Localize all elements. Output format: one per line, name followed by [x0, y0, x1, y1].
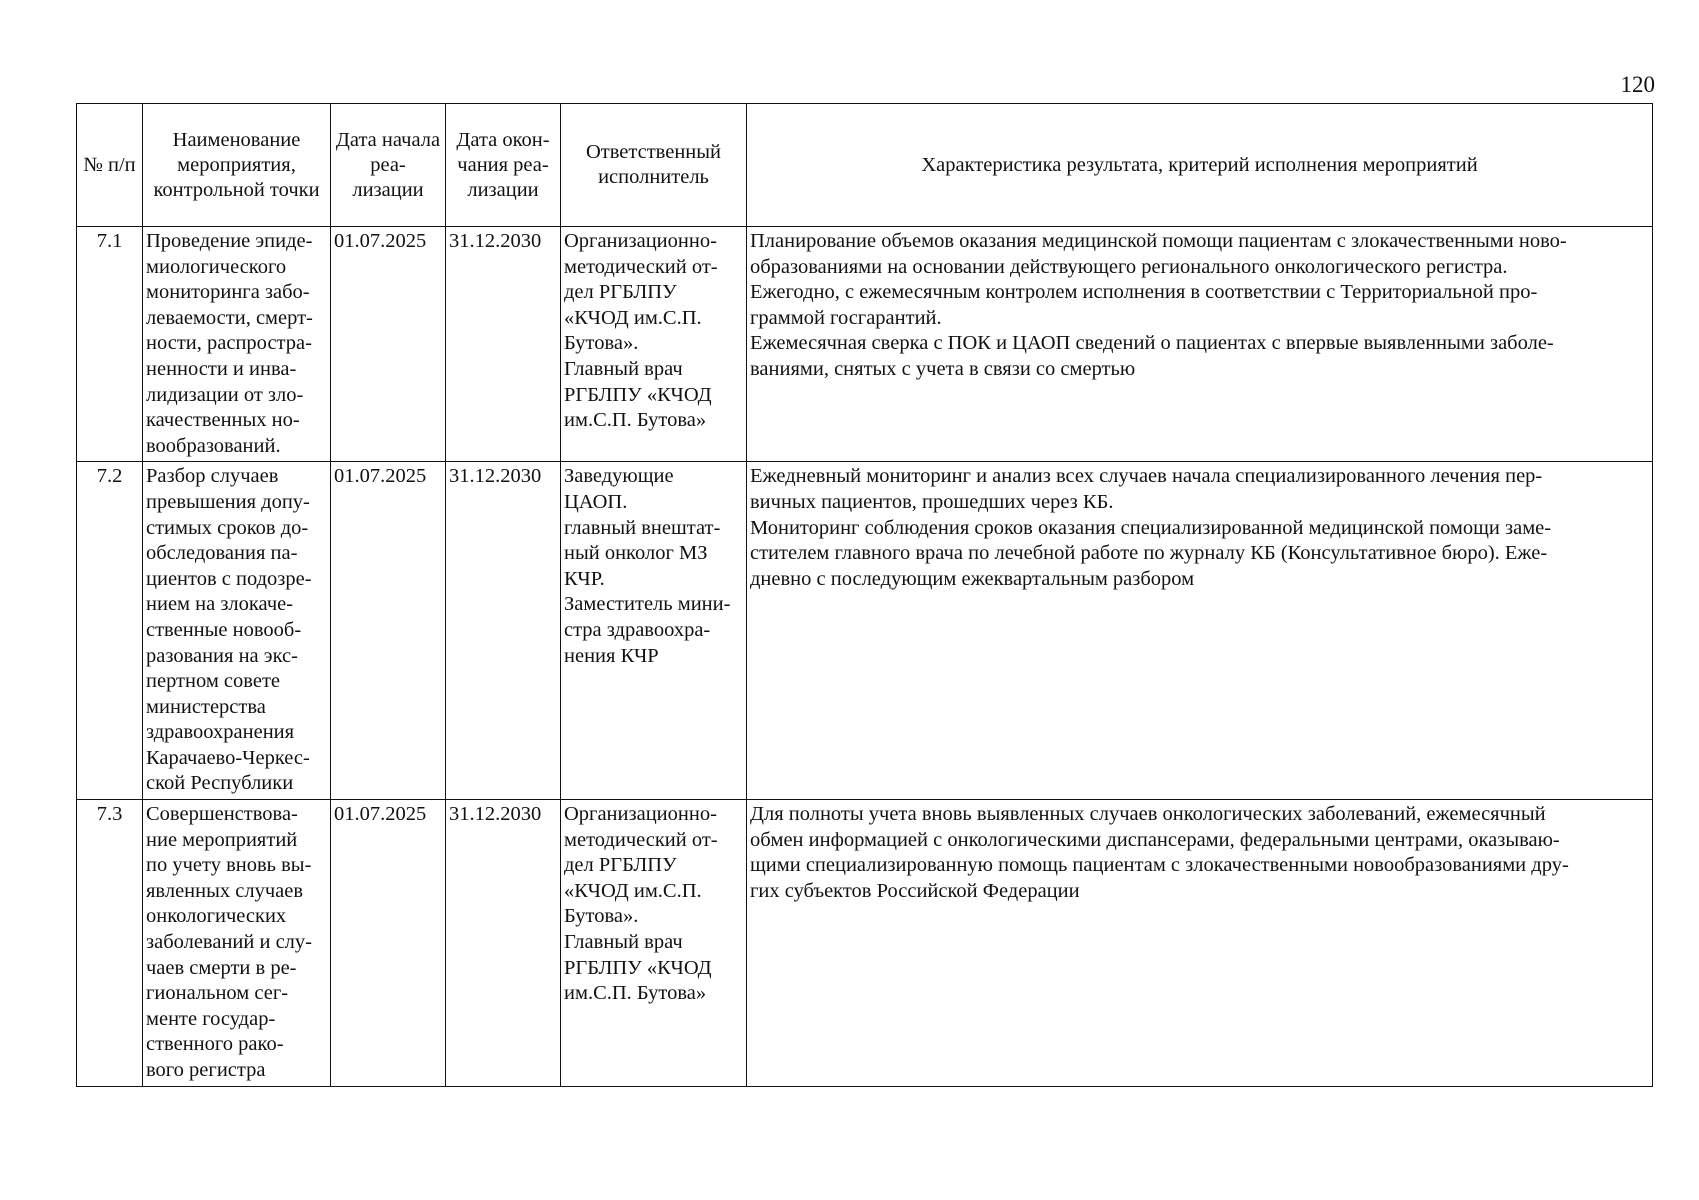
text-line: чаев смерти в ре- — [146, 956, 297, 979]
header-line: Дата окон- — [456, 128, 550, 151]
text-line: КЧР. — [564, 567, 605, 590]
text-line: лидизации от зло- — [146, 383, 304, 406]
text-line: Главный врач — [564, 357, 683, 380]
text-line: стимых сроков до- — [146, 516, 309, 539]
text-line: образованиями на основании действующего регионального онкологического регистра. — [750, 255, 1508, 278]
text-line: РГБЛПУ «КЧОД — [564, 956, 712, 979]
text-line: циентов с подозре- — [146, 567, 312, 590]
text-line: Главный врач — [564, 931, 683, 954]
text-line: ние мероприятий — [146, 828, 298, 851]
text-line: Бутова». — [564, 332, 639, 355]
text-line: методический от- — [564, 255, 718, 278]
text-line: явленных случаев — [146, 879, 304, 902]
table-header-row — [77, 104, 1653, 227]
text-line: Ежегодно, с ежемесячным контролем исполнения в соответствии с Территориальной про- — [750, 281, 1538, 304]
header-line: Дата — [335, 128, 377, 151]
responsible — [561, 800, 747, 1087]
text-line: ственного рако- — [146, 1033, 284, 1056]
header-line: п/п — [108, 153, 136, 176]
text-line: им.С.П. Бутова» — [564, 409, 707, 432]
text-line: здравоохранения — [146, 721, 295, 744]
text-line: РГБЛПУ «КЧОД — [564, 383, 712, 406]
text-line: ный онколог МЗ — [564, 542, 708, 565]
result-description — [747, 800, 1653, 1087]
text-line: ской Республики — [146, 772, 294, 795]
text-line: вообразований. — [146, 434, 281, 457]
text-line: Заведующие — [564, 465, 674, 488]
text-line: ственные новооб- — [146, 618, 302, 641]
text-line: Бутова». — [564, 905, 639, 928]
row-number: 7.2 — [77, 462, 143, 800]
text-line: Для полноты учета вновь выявленных случаев онкологических заболеваний, ежемесячный — [750, 803, 1546, 826]
text-line: Мониторинг соблюдения сроков оказания специализированной медицинской помощи заме- — [750, 516, 1552, 539]
text-line: мониторинга забо- — [146, 281, 310, 304]
text-line: «КЧОД им.С.П. — [564, 879, 702, 902]
header-line: чания реа- — [457, 153, 549, 176]
text-line: дел РГБЛПУ — [564, 854, 677, 877]
row-number: 7.1 — [77, 227, 143, 462]
header-line: лизации — [352, 178, 424, 201]
header-line: Характеристика результата, критерий исполнения мероприятий — [921, 153, 1478, 176]
page-number: 120 — [1620, 72, 1655, 97]
text-line: ненности и инва- — [146, 357, 297, 380]
text-line: Заместитель мини- — [564, 593, 731, 616]
measure-name — [143, 800, 331, 1087]
start-date: 01.07.2025 — [331, 800, 446, 1087]
responsible — [561, 227, 747, 462]
measures-table — [76, 103, 1653, 1087]
text-line: ности, распростра- — [146, 332, 312, 355]
text-line: по учету вновь вы- — [146, 854, 312, 877]
text-line: ваниями, снятых с учета в связи со смертью — [750, 357, 1136, 380]
start-date: 01.07.2025 — [331, 227, 446, 462]
end-date: 31.12.2030 — [446, 227, 561, 462]
header-end-date — [446, 104, 561, 227]
measure-name — [143, 462, 331, 800]
text-line: Разбор случаев — [146, 465, 279, 488]
text-line: качественных но- — [146, 409, 300, 432]
table-row — [77, 800, 1653, 1087]
text-line: гих субъектов Российской Федерации — [750, 879, 1080, 902]
text-line: нения КЧР — [564, 644, 659, 667]
text-line: онкологических — [146, 905, 287, 928]
text-line: пертном совете — [146, 670, 281, 693]
header-line: мероприятия, — [177, 153, 296, 176]
header-line: Ответственный — [585, 141, 722, 163]
text-line: леваемости, смерт- — [146, 306, 313, 329]
text-line: менте государ- — [146, 1007, 276, 1030]
header-line: № — [83, 153, 103, 176]
text-line: заболеваний и слу- — [146, 931, 312, 954]
text-line: обследования па- — [146, 542, 298, 565]
text-line: методический от- — [564, 828, 718, 851]
text-line: превышения допу- — [146, 490, 310, 513]
text-line: им.С.П. Бутова» — [564, 982, 707, 1005]
header-result — [747, 104, 1653, 227]
text-line: Ежедневный мониторинг и анализ всех случаев начала специализированного лечения пер- — [750, 465, 1543, 488]
text-line: стра здравоохра- — [564, 618, 711, 641]
text-line: министерства — [146, 695, 266, 718]
text-line: стителем главного врача по лечебной работе по журналу КБ (Консультативное бюро). Еже- — [750, 542, 1548, 565]
text-line: главный внештат- — [564, 516, 721, 539]
text-line: вичных пациентов, прошедших через КБ. — [750, 490, 1114, 513]
header-line: контрольной точки — [153, 178, 320, 201]
header-start-date — [331, 104, 446, 227]
responsible — [561, 462, 747, 800]
header-line: Наименование — [172, 128, 301, 151]
text-line: Ежемесячная сверка с ПОК и ЦАОП сведений о пациентах с впервые выявленными заболе- — [750, 332, 1554, 355]
text-line: нием на злокаче- — [146, 593, 294, 616]
header-responsible — [561, 104, 747, 227]
text-line: миологического — [146, 255, 287, 278]
text-line: Организационно- — [564, 803, 717, 826]
measure-name — [143, 227, 331, 462]
text-line: Карачаево-Черкес- — [146, 746, 310, 769]
text-line: Совершенствова- — [146, 803, 298, 826]
text-line: «КЧОД им.С.П. — [564, 306, 702, 329]
header-name — [143, 104, 331, 227]
text-line: гиональном сег- — [146, 982, 289, 1005]
end-date: 31.12.2030 — [446, 462, 561, 800]
row-number: 7.3 — [77, 800, 143, 1087]
header-line: исполнитель — [598, 166, 709, 188]
text-line: разования на экс- — [146, 644, 298, 667]
text-line: обмен информацией с онкологическими диспансерами, федеральными центрами, оказываю- — [750, 828, 1560, 851]
text-line: Организационно- — [564, 230, 717, 252]
header-num — [77, 104, 143, 227]
result-description — [747, 227, 1653, 462]
end-date: 31.12.2030 — [446, 800, 561, 1087]
header-line: лизации — [467, 178, 539, 201]
start-date: 01.07.2025 — [331, 462, 446, 800]
table-row — [77, 462, 1653, 800]
text-line: дел РГБЛПУ — [564, 281, 677, 304]
table-row — [77, 227, 1653, 462]
header-line: начала реа- — [370, 128, 441, 176]
text-line: ЦАОП. — [564, 490, 628, 513]
text-line: вого регистра — [146, 1059, 266, 1081]
text-line: Планирование объемов оказания медицинской помощи пациентам с злокачественными ново- — [750, 230, 1567, 252]
text-line: граммой госгарантий. — [750, 306, 942, 329]
text-line: Проведение эпиде- — [146, 230, 313, 252]
result-description — [747, 462, 1653, 800]
text-line: дневно с последующим ежеквартальным разбором — [750, 567, 1195, 590]
text-line: щими специализированную помощь пациентам с злокачественными новообразованиями дру- — [750, 854, 1569, 877]
